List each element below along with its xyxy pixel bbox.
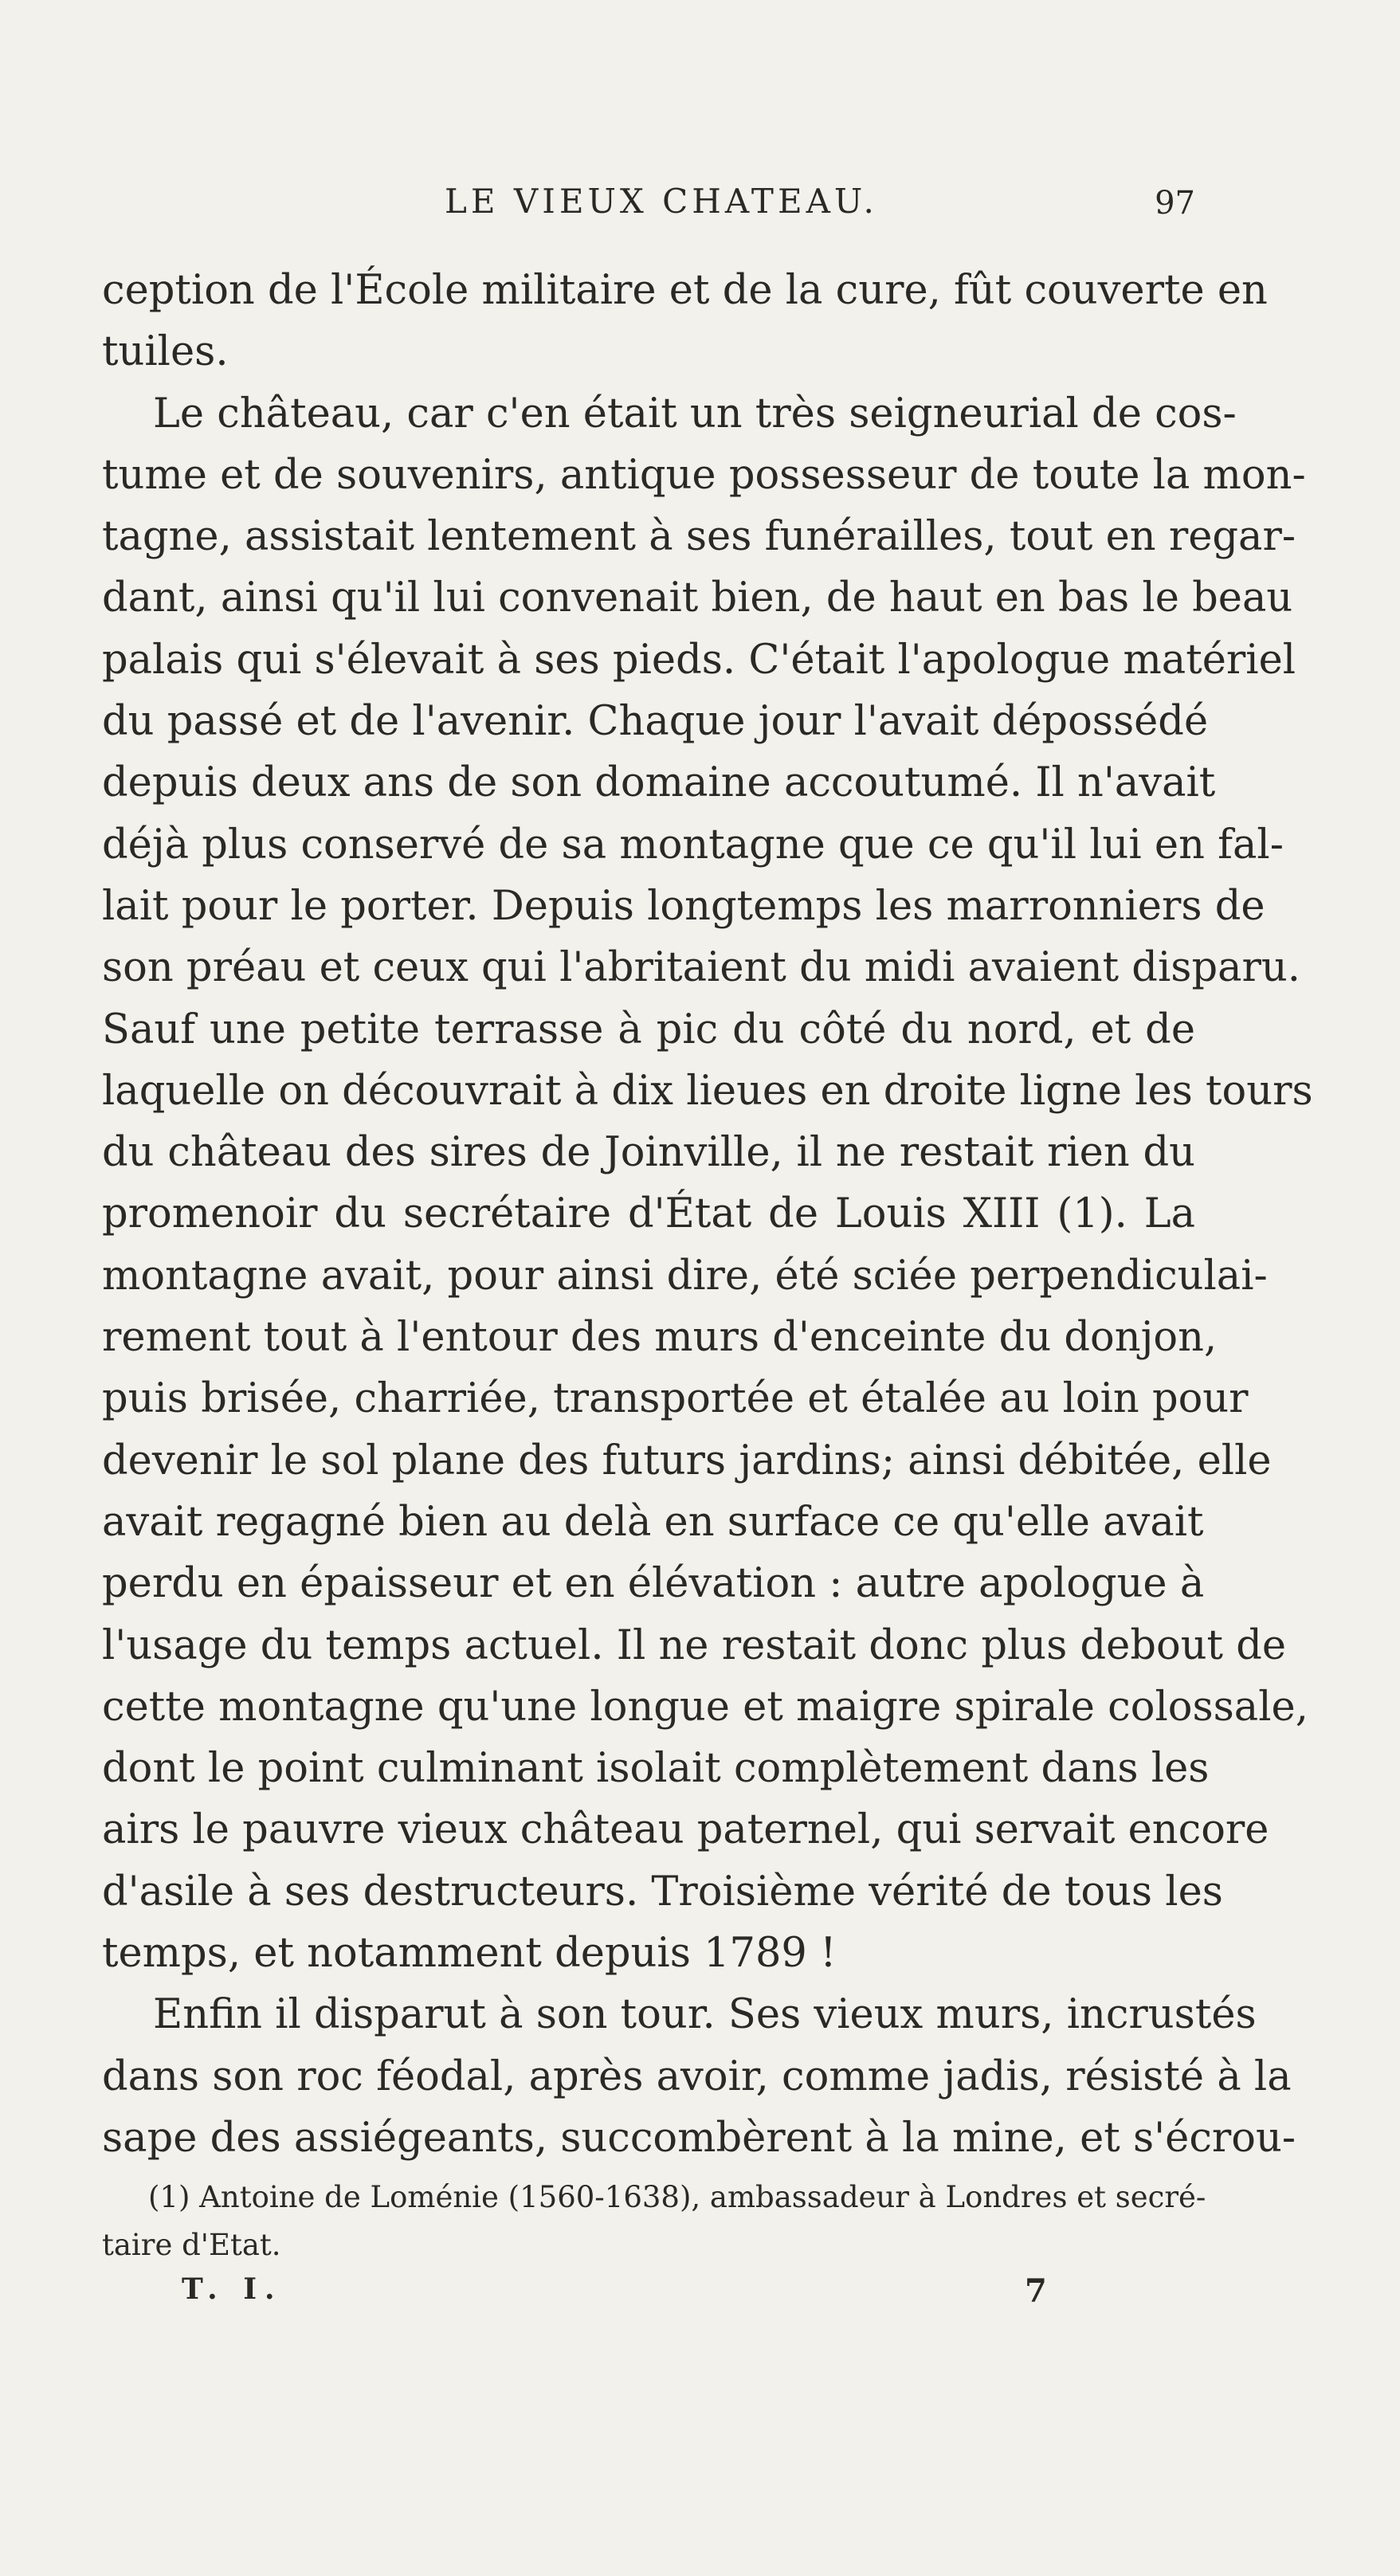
text-line: Le château, car c'en était un très seigneurial de cos- bbox=[153, 390, 1237, 437]
volume-mark: T. I. bbox=[182, 2272, 283, 2306]
text-line: depuis deux ans de son domaine accoutumé. Il n'avait bbox=[102, 759, 1216, 807]
text-line: palais qui s'élevait à ses pieds. C'était l'apologue matériel bbox=[102, 636, 1296, 684]
text-line: Sauf une petite terrasse à pic du côté du nord, et de bbox=[102, 1006, 1195, 1053]
text-line: tuiles. bbox=[102, 328, 229, 376]
running-title: LE VIEUX CHATEAU. bbox=[445, 182, 878, 221]
text-line: l'usage du temps actuel. Il ne restait donc plus debout de bbox=[102, 1621, 1287, 1669]
text-line: devenir le sol plane des futurs jardins; ainsi débitée, elle bbox=[102, 1437, 1272, 1484]
text-line: montagne avait, pour ainsi dire, été sciée perpendiculai- bbox=[102, 1252, 1268, 1300]
text-line: déjà plus conservé de sa montagne que ce qu'il lui en fal- bbox=[102, 821, 1284, 868]
text-line: du passé et de l'avenir. Chaque jour l'avait dépossédé bbox=[102, 698, 1209, 746]
text-line: du château des sires de Joinville, il ne restait rien du bbox=[102, 1129, 1195, 1177]
text-line: ception de l'École militaire et de la cure, fût couverte en bbox=[102, 267, 1268, 314]
text-line: d'asile à ses destructeurs. Troisième vérité de tous les bbox=[102, 1868, 1223, 1915]
page-number: 97 bbox=[1155, 185, 1195, 222]
footnote-line: taire d'Etat. bbox=[102, 2228, 281, 2262]
text-line: avait regagné bien au delà en surface ce qu'elle avait bbox=[102, 1498, 1204, 1546]
text-line: dant, ainsi qu'il lui convenait bien, de haut en bas le beau bbox=[102, 574, 1293, 622]
text-line: cette montagne qu'une longue et maigre spirale colossale, bbox=[102, 1683, 1308, 1731]
text-line: laquelle on découvrait à dix lieues en droite ligne les tours bbox=[102, 1067, 1313, 1115]
text-line: temps, et notamment depuis 1789 ! bbox=[102, 1930, 837, 1978]
text-line: rement tout à l'entour des murs d'enceinte du donjon, bbox=[102, 1314, 1218, 1362]
footnote-line: (1) Antoine de Loménie (1560-1638), ambassadeur à Londres et secré- bbox=[148, 2180, 1206, 2214]
text-line: tagne, assistait lentement à ses funérailles, tout en regar- bbox=[102, 513, 1296, 561]
signature-number: 7 bbox=[1025, 2272, 1047, 2310]
text-line: Enfin il disparut à son tour. Ses vieux murs, incrustés bbox=[153, 1991, 1257, 2039]
text-line: lait pour le porter. Depuis longtemps les marronniers de bbox=[102, 882, 1265, 930]
running-head bbox=[102, 182, 1195, 229]
text-line: promenoir du secrétaire d'État de Louis XIII (1). La bbox=[102, 1190, 1195, 1238]
text-line: son préau et ceux qui l'abritaient du midi avaient disparu. bbox=[102, 944, 1300, 992]
text-line: dans son roc féodal, après avoir, comme jadis, résisté à la bbox=[102, 2053, 1292, 2100]
text-line: sape des assiégeants, succombèrent à la mine, et s'écrou- bbox=[102, 2114, 1296, 2162]
text-line: dont le point culminant isolait complètement dans les bbox=[102, 1745, 1210, 1793]
text-line: puis brisée, charriée, transportée et étalée au loin pour bbox=[102, 1375, 1249, 1423]
text-line: tume et de souvenirs, antique possesseur de toute la mon- bbox=[102, 451, 1306, 499]
text-line: airs le pauvre vieux château paternel, qui servait encore bbox=[102, 1806, 1269, 1854]
text-line: perdu en épaisseur et en élévation : autre apologue à bbox=[102, 1560, 1205, 1608]
signature-row bbox=[102, 2272, 1195, 2320]
body-text bbox=[102, 260, 1313, 2169]
footnote bbox=[102, 2174, 1206, 2269]
